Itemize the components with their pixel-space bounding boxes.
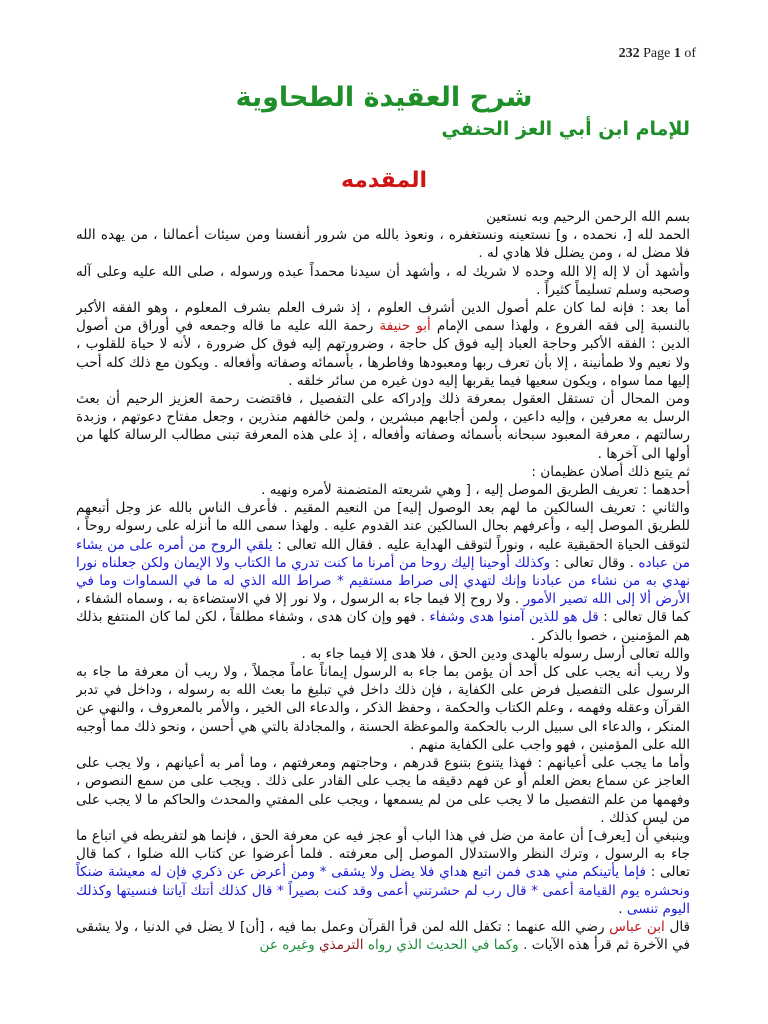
text-run: ولا ريب أنه يجب على كل أحد أن يؤمن بما جاء به الرسول إيماناً عاماً مجملاً ، ولا ريب أن معرفة ما جاء به الرسول على التفصيل فرض على الكفاية ، فإن ذلك داخل في تبليغ ما بعث الله به رسوله ، وداخل في تدبر القرآن وعقله وفهمه ، وعلم الكتاب والحكمة ، وحفظ الذكر ، والدعاء الى الخير ، والأمر بالمعروف ، والنهي عن المنكر ، والدعاء الى سبيل الرب بالحكمة والموعظة الحسنة ، والمجادلة بالتي هي أحسن ، ونحو ذلك مما أوجبه الله على المؤمنين ، فهو واجب على الكفاية منهم . xyxy=(76,664,690,753)
text-run: وأما ما يجب على أعيانهم : فهذا يتنوع بتنوع قدرهم ، وحاجتهم ومعرفتهم ، وما أمر به أعيانهم ، ولا يجب على العاجز عن سماع بعض العلم أو عن فهم دقيقه ما يجب على القادر على ذلك . ويجب على من سمع النصوص ، وفهمها من علم التفصيل ما لا يجب على من لم يسمعها ، ويجب على المفتي والمحدث والحاكم ما لا يجب على من ليس كذلك . xyxy=(76,755,690,826)
paragraph xyxy=(76,663,690,754)
text-run: وينبغي أن [يعرف] أن عامة من ضل في هذا الباب أو عجز فيه عن معرفة الحق ، فإنما هو لتفريطه في اتباع ما جاء به الرسول ، وترك النظر والاستدلال الموصل إلى معرفته . فلما أعرضوا عن كتاب الله ضلوا ، كما قال تعالى : xyxy=(76,827,690,881)
section-heading: المقدمه xyxy=(340,168,428,193)
text-run: . ولا روح إلا فيما جاء به الرسول ، ولا نور إلا في الاستضاءة به ، وسماه الشفاء ، كما قال تعالى : xyxy=(76,591,690,626)
text-run: . وقال تعالى : xyxy=(550,554,639,571)
page-label: Page xyxy=(643,46,671,61)
text-run: ثم يتبع ذلك أصلان عظيمان : xyxy=(531,463,690,480)
paragraph xyxy=(76,263,690,299)
paragraph xyxy=(76,645,690,663)
text-run: أما بعد : فإنه لما كان علم أصول الدين أشرف العلوم ، إذ شرف العلم بشرف المعلوم ، وهو الفقه الأكبر بالنسبة إلى فقه الفروع ، ولهذا سمى الإمام xyxy=(76,300,690,335)
page-total: 232 xyxy=(618,46,640,61)
text-run: والثاني : تعريف السالكين ما لهم بعد الوصول إليه] من النعيم المقيم . فأعرف الناس بالله عز وجل أتبعهم للطريق الموصل إليه ، وأعرفهم بحال السالكين عند القدوم عليه . ولهذا سمى الله ما أنزله على رسوله روحاً ، لتوقف الحياة الحقيقية عليه ، ونوراً لتوقف الهداية عليه . فقال الله تعالى : xyxy=(76,500,690,553)
book-title: شرح العقيدة الطحاوية xyxy=(235,82,533,113)
highlighted-text: وغيره عن xyxy=(259,937,315,954)
highlighted-text: الترمذي xyxy=(319,937,364,954)
paragraph xyxy=(76,827,690,918)
highlighted-text: وكذلك أوحينا إليك روحا من أمرنا ما كنت تدري ما الكتاب ولا الإيمان ولكن جعلناه نورا نهدي به من نشاء من عبادنا وإنك لتهدي إلى صراط مستقيم * صراط الله الذي له ما في السماوات وما في الأرض ألا إلى الله تصير الأمور xyxy=(76,554,690,608)
paragraph xyxy=(76,463,690,481)
text-run: الحمد لله [، نحمده ، و] نستعينه ونستغفره ، ونعوذ بالله من شرور أنفسنا ومن سيئات أعمالنا ، من يهده الله فلا مضل له ، ومن يضلل فلا هادي له . xyxy=(76,227,690,262)
highlighted-text: يلقي الروح من أمره على من يشاء من عباده xyxy=(76,536,690,571)
text-run: ومن المحال أن تستقل العقول بمعرفة ذلك وإدراكه على التفصيل ، فاقتضت رحمة العزيز الرحيم أن بعث الرسل به معرفين ، وإليه داعين ، ولمن أجابهم مبشرين ، ولمن خالفهم منذرين ، وجعل مفتاح دعوتهم ، وزبدة رسالتهم ، معرفة المعبود سبحانه بأسمائه وصفاته وأفعاله ، إذ على هذه المعرفة تبنى مطالب الرسالة كلها من أولها الى آخرها . xyxy=(76,391,690,462)
paragraph xyxy=(76,481,690,499)
text-run: أحدهما : تعريف الطريق الموصل إليه ، [ وهي شريعته المتضمنة لأمره ونهيه . xyxy=(261,482,690,499)
document-body xyxy=(76,208,690,1020)
paragraph xyxy=(76,226,690,262)
page-indicator xyxy=(619,46,696,62)
paragraph xyxy=(76,299,690,390)
paragraph xyxy=(76,918,690,954)
text-run: رضي الله عنهما : تكفل الله لمن قرأ القرآن وعمل بما فيه ، [أن] لا يضل في الدنيا ، ولا يشقى في الآخرة ثم قرأ هذه الآيات . xyxy=(76,918,690,954)
text-run: . فهو وإن كان هدى ، وشفاء مطلقاً ، لكن لما كان المنتفع بذلك هم المؤمنين ، خصوا بالذكر . xyxy=(76,609,690,644)
paragraph xyxy=(76,754,690,827)
highlighted-text: قل هو للذين آمنوا هدى وشفاء xyxy=(429,609,599,626)
text-run: بسم الله الرحمن الرحيم وبه نستعين xyxy=(486,209,690,225)
paragraph xyxy=(76,208,690,226)
paragraph xyxy=(76,390,690,463)
author-line: للإمام ابن أبي العز الحنفي xyxy=(441,118,690,140)
page-current: 1 xyxy=(673,46,681,61)
highlighted-text: فإما يأتينكم مني هدى فمن اتبع هداي فلا يضل ولا يشقى * ومن أعرض عن ذكري فإن له معيشة ضنكاً ونحشره يوم القيامة أعمى * قال رب لم حشرتني أعمى وقد كنت بصيراً * قال كذلك أتتك آياتنا فنسيتها وكذلك اليوم تنسى xyxy=(76,864,690,917)
text-run: قال xyxy=(664,918,690,935)
text-run: والله تعالى أرسل رسوله بالهدى ودين الحق ، فلا هدى إلا فيما جاء به . xyxy=(301,645,690,662)
text-run: . xyxy=(618,900,627,917)
highlighted-text: أبو حنيفة xyxy=(379,318,431,335)
of-label: of xyxy=(684,46,696,61)
highlighted-text: ابن عباس xyxy=(609,918,665,935)
paragraph xyxy=(76,499,690,645)
text-run: رحمة الله عليه ما قاله وجمعه في أوراق من أصول الدين : الفقه الأكبر وحاجة العباد إليه فوق كل حاجة ، وضرورتهم إليه فوق كل ضرورة ، لأنه لا حياة للقلوب ، ولا نعيم ولا طمأنينة ، إلا بأن تعرف ربها ومعبودها وفاطرها ، بأسمائه وصفاته وأفعاله . ويكون مع ذلك كله أحب إليها مما سواه ، ويكون سعيها فيما يقربها إليه دون غيره من سائر خلقه . xyxy=(76,318,690,389)
highlighted-text: وكما في الحديث الذي رواه xyxy=(367,937,519,954)
text-run: وأشهد أن لا إله إلا الله وحده لا شريك له ، وأشهد أن سيدنا محمداً عبده ورسوله ، صلى الله عليه وعلى آله وصحبه وسلم تسليماً كثيراً . xyxy=(76,263,690,298)
